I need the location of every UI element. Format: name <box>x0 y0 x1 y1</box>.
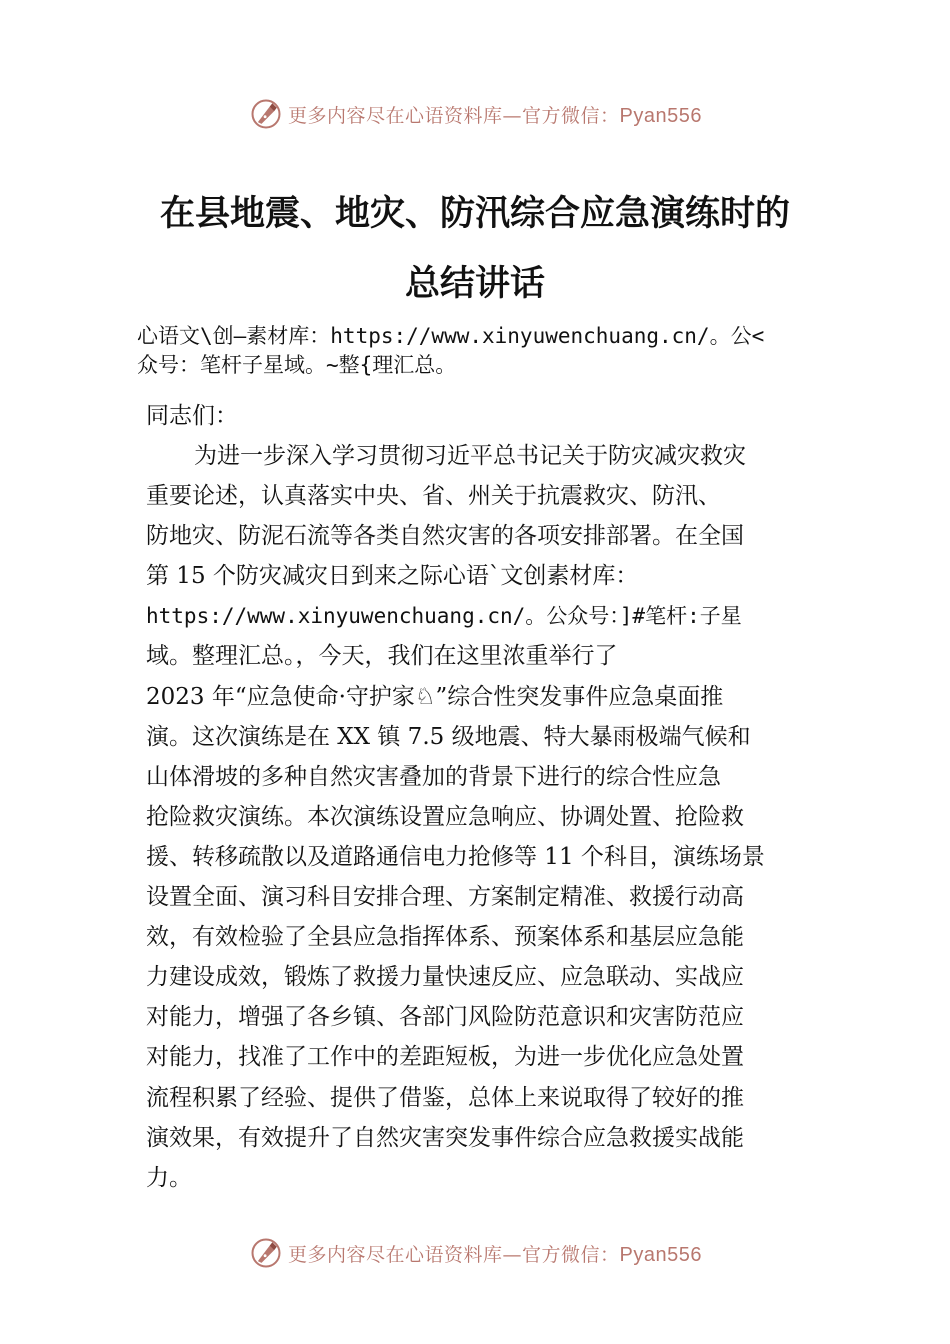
source-note-line-1: 心语文\创—素材库：https://www.xinyuwenchuang.cn/。公< <box>137 324 765 348</box>
banner-main-text: 更多内容尽在心语资料库 <box>288 104 503 127</box>
banner-label: 官方微信： <box>522 104 620 127</box>
document-title-line-1: 在县地震、地灾、防汛综合应急演练时的 <box>159 193 790 234</box>
banner-text <box>288 1240 702 1267</box>
body-line: 为进一步深入学习贯彻习近平总书记关于防灾减灾救灾 <box>194 443 746 469</box>
pen-nib-icon <box>248 1235 284 1271</box>
greeting: 同志们： <box>146 403 238 429</box>
body-line: 演效果，有效提升了自然灾害突发事件综合应急救援实战能 <box>146 1124 744 1151</box>
footer-watermark-banner <box>0 1233 950 1273</box>
banner-separator: — <box>502 1243 523 1266</box>
body-line: 域。整理汇总。，今天，我们在这里浓重举行了 <box>146 643 618 670</box>
banner-text <box>288 101 702 128</box>
body-line: 对能力，找准了工作中的差距短板，为进一步优化应急处置 <box>146 1044 744 1071</box>
body-line: 2023 年“应急使命·守护家♘”综合性突发事件应急桌面推 <box>146 683 724 710</box>
source-note <box>137 322 827 380</box>
source-note-line-2: 众号：笔杆子星域。~整{理汇总。 <box>137 353 457 377</box>
body-paragraph <box>146 436 826 1198</box>
body-line: 力。 <box>146 1164 192 1191</box>
body-line: 援、转移疏散以及道路通信电力抢修等 11 个科目，演练场景 <box>146 843 765 870</box>
body-line: 重要论述，认真落实中央、省、州关于抗震救灾、防汛、 <box>146 483 721 510</box>
body-line: 力建设成效，锻炼了救援力量快速反应、应急联动、实战应 <box>146 964 744 991</box>
body-line: 第 15 个防灾减灾日到来之际心语`文创素材库： <box>146 563 639 590</box>
document-title-line-2: 总结讲话 <box>404 263 545 304</box>
banner-wechat-id: Pyan556 <box>619 1243 702 1266</box>
body-line: 对能力，增强了各乡镇、各部门风险防范意识和灾害防范应 <box>146 1004 744 1031</box>
banner-separator: — <box>502 104 523 127</box>
body-line: 效，有效检验了全县应急指挥体系、预案体系和基层应急能 <box>146 924 744 951</box>
body-line: 设置全面、演习科目安排合理、方案制定精准、救援行动高 <box>146 884 744 911</box>
banner-label: 官方微信： <box>522 1243 620 1266</box>
body-line: https://www.xinyuwenchuang.cn/。公众号：]#笔杆:子星 <box>146 604 742 629</box>
banner-wechat-id: Pyan556 <box>619 104 702 127</box>
body-line: 防地灾、防泥石流等各类自然灾害的各项安排部署。在全国 <box>146 523 744 550</box>
body-line: 抢险救灾演练。本次演练设置应急响应、协调处置、抢险救 <box>146 803 744 830</box>
banner-main-text: 更多内容尽在心语资料库 <box>288 1243 503 1266</box>
body-line: 山体滑坡的多种自然灾害叠加的背景下进行的综合性应急 <box>146 763 721 790</box>
header-watermark-banner <box>0 94 950 134</box>
body-line: 演。这次演练是在 XX 镇 7.5 级地震、特大暴雨极端气候和 <box>146 723 751 750</box>
pen-nib-icon <box>248 96 284 132</box>
body-line: 流程积累了经验、提供了借鉴，总体上来说取得了较好的推 <box>146 1084 744 1111</box>
